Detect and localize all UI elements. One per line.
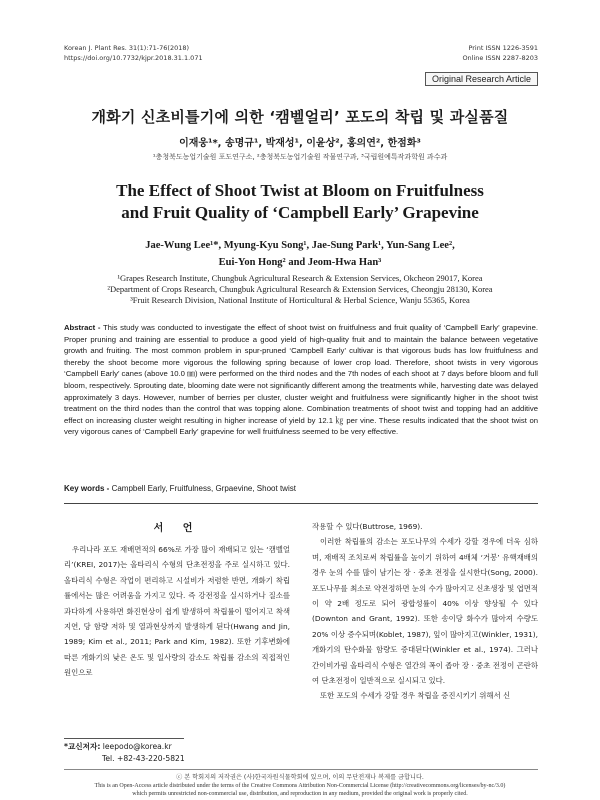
- license-line-1: This is an Open-Access article distributed under the terms of the Creative Commons Attribution Non-Commercial License (http://creativecommons.org/licenses/by-nc/3.0): [94, 783, 506, 789]
- abstract-text: This study was conducted to investigate the effect of shoot twist on fruitfulness and fruit quality of ‘Campbell Early’ grapevine. Proper pruning and training are essential to produce a good yield of high-quality fruit and to maintain the balance between vegetative growth and fruiting. The most common problem in spur-pruned ‘Campbell Early’ cultivar is that vigorous buds has low fruitfulness and thereby the shoot become more vigorous the following spring because of lower crop load. Therefore, shoot twists in very vigorous ‘Campbell Early’ canes (above 10.0 ㎜) were performed on the third nodes and the 7th nodes of each shoot at 7 days before bloom and full bloom, respectively. Sprouting date, blooming date were not significantly different among the treatments while, harvesting date was delayed approximately 3 days. However, number of berries per cluster, cluster weight and fruitfulness were significantly higher in the shoot twist treatment on the third nodes than the control that was topping alone. Combination treatments of shoot twist and topping had an additive effect on increasing cluster weight resulting in higher increase of yield by 12.1 ㎏ per vine. These results indicated that the shoot twist on very vigorous canes of ‘Campbell Early’ grapevine for well fruitfulness seemed to be very effective.: [64, 323, 538, 437]
- keywords: [64, 484, 538, 493]
- correspondence-label: *교신저자:: [64, 742, 101, 751]
- intro-left-column: [64, 542, 290, 681]
- license-line-2: which permits unrestricted non-commercial use, distribution, and reproduction in any medium, provided the original work is properly cited.: [132, 791, 468, 797]
- print-issn: Print ISSN 1226-3591: [468, 44, 538, 52]
- journal-citation: Korean J. Plant Res. 31(1):71-76(2018): [64, 44, 190, 52]
- korean-title: 개화기 신초비틀기에 의한 ‘캠벨얼리’ 포도의 착립 및 과실품질: [91, 108, 509, 126]
- section-heading-intro: 서 언: [153, 523, 201, 534]
- intro-right-column: [312, 519, 538, 704]
- abstract-label: Abstract -: [64, 323, 101, 332]
- divider: [64, 503, 538, 504]
- korean-authors: 이재웅¹*, 송명규¹, 박재성¹, 이윤상², 홍의연², 한점화³: [179, 138, 421, 149]
- intro-right-paragraph-2: 이러한 착립률의 감소는 포도나무의 수세가 강할 경우에 더욱 심하며, 재배적 조치로써 착립률을 높이기 위하여 4배체 ‘거봉’ 유핵재배의 경우 눈의 수를 많이 남기는 장 · 중초 전정을 실시한다(Song, 2000). 포도나무를 최소로 약전정하면 눈의 수가 많아지고 신초생장 및 엽면적이 약 2배 정도로 되어 광합성률이 40% 이상 향상될 수 있다(Downton and Grant, 1992). 또한 송이당 화수가 많아져 수량도 20% 이상 증수되며(Koblet, 1987), 잎이 많아지고(Winkler, 1931), 개화기의 탄수화물 함량도 증대된다(Winkler et al., 1974). 그러나 간이비가림 올타리식 수형은 열간의 폭이 좁아 장 · 중초 전정이 곤란하여 단초전정이 일반적으로 실시되고 있다.: [312, 537, 538, 686]
- english-authors-line1: Jae-Wung Lee¹*, Myung-Kyu Song¹, Jae-Sung Park¹, Yun-Sang Lee²,: [145, 240, 455, 251]
- correspondence: [64, 741, 172, 753]
- intro-left-paragraph: 우리나라 포도 재배면적의 66%로 가장 많이 재배되고 있는 ‘캠벨얼리’(KREI, 2017)는 올타리식 수형의 단초전정을 주로 실시하고 있다. 올타리식 수형은 작업이 편리하고 시설비가 저렴한 반면, 개화기 착립률에서는 많은 어려움을 가지고 있다. 즉 강전정을 실시하거나 질소를 과다하게 사용하면 화진현상이 쉽게 발생하여 착립률이 떨어지고 착색지연, 당 함량 저하 및 열과현상까지 발생하게 된다(Hwang and Jin, 1989; Kim et al., 2011; Park and Kim, 1982). 또한 기후변화에 따른 개화기의 낮은 온도 및 일사량의 감소도 착립률 감소의 직접적인 원인으로: [64, 545, 290, 678]
- online-issn: Online ISSN 2287-8203: [462, 54, 538, 62]
- english-title-line2: and Fruit Quality of ‘Campbell Early’ Grapevine: [121, 203, 479, 222]
- footnote-rule: [64, 738, 184, 739]
- english-title-line1: The Effect of Shoot Twist at Bloom on Fruitfulness: [116, 181, 484, 200]
- keywords-text: Campbell Early, Fruitfulness, Grpaevine, Shoot twist: [109, 484, 296, 493]
- english-affiliation-3: ³Fruit Research Division, National Institute of Horticultural & Herbal Science, Wanju 55365, Korea: [130, 295, 470, 305]
- keywords-label: Key words -: [64, 484, 110, 493]
- copyright-notice: ⓒ 본 학회지의 저작권은 (사)한국자원식물학회에 있으며, 이의 무단전재나 복제를 금합니다.: [176, 774, 424, 781]
- correspondence-tel: Tel. +82-43-220-5821: [102, 754, 185, 763]
- abstract: [64, 322, 538, 438]
- article-type-badge: Original Research Article: [425, 72, 538, 86]
- english-affiliation-1: ¹Grapes Research Institute, Chungbuk Agricultural Research & Extension Services, Okcheon 29017, Korea: [117, 273, 483, 283]
- footer-rule: [64, 769, 538, 770]
- intro-right-paragraph-3: 또한 포도의 수세가 강할 경우 착립을 증진시키기 위해서 신: [320, 691, 511, 701]
- korean-affiliations: ¹충청북도농업기술원 포도연구소, ²충청북도농업기술원 작물연구과, ³국립원예특작과학원 과수과: [152, 153, 448, 161]
- intro-right-paragraph-1: 작용할 수 있다(Buttrose, 1969).: [312, 522, 423, 531]
- english-authors-line2: Eui-Yon Hong² and Jeom-Hwa Han³: [218, 257, 382, 268]
- correspondence-email[interactable]: leepodo@korea.kr: [100, 742, 172, 751]
- doi-link[interactable]: https://doi.org/10.7732/kjpr.2018.31.1.071: [64, 54, 203, 62]
- english-affiliation-2: ²Department of Crops Research, Chungbuk Agricultural Research & Extension Services, Cheongju 28130, Korea: [107, 284, 493, 294]
